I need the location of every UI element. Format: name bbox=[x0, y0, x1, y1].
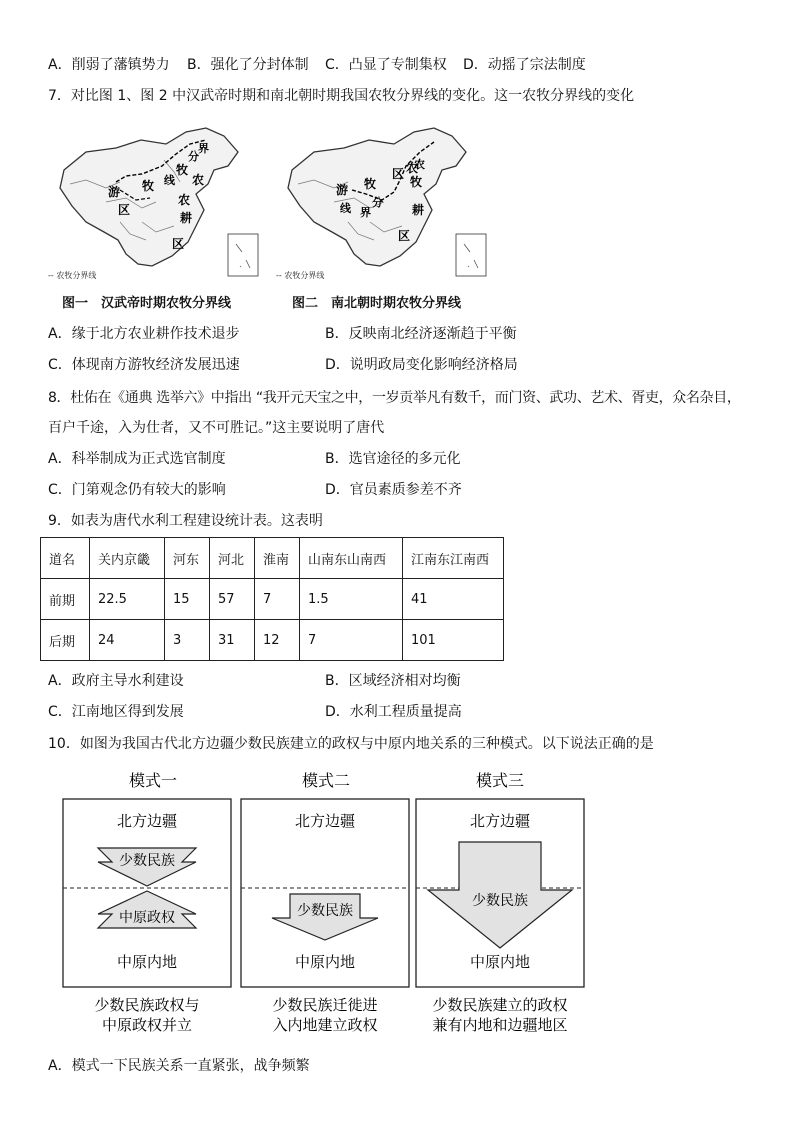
map1-label-xian: 线 bbox=[164, 174, 175, 187]
table-cell: 前期 bbox=[41, 579, 90, 620]
table-cell: 24 bbox=[90, 620, 165, 661]
q7-option-b: B．反映南北经济逐渐趋于平衡 bbox=[325, 326, 517, 342]
q10-option-a: A．模式一下民族关系一直紧张，战争频繁 bbox=[48, 1058, 310, 1074]
map2-label-geng: 耕 bbox=[412, 203, 425, 217]
map1-label-qu2: 区 bbox=[172, 237, 185, 251]
q9-option-c: C．江南地区得到发展 bbox=[48, 704, 184, 720]
map1-label-jie: 界 bbox=[198, 142, 209, 155]
mode3-caption-2: 兼有内地和边疆地区 bbox=[432, 1016, 568, 1034]
q6-option-b: B．强化了分封体制 bbox=[187, 57, 309, 73]
q9-option-a: A．政府主导水利建设 bbox=[48, 673, 184, 689]
map1-label-fen: 分 bbox=[188, 150, 199, 163]
table-header-row bbox=[41, 538, 504, 579]
table-header-cell: 淮南 bbox=[255, 538, 300, 579]
map2-caption: 图二 南北朝时期农牧分界线 bbox=[292, 296, 462, 311]
table-cell: 7 bbox=[300, 620, 403, 661]
map2-label-you: 游 bbox=[336, 183, 349, 197]
table-cell: 3 bbox=[165, 620, 210, 661]
map1-label-qu: 区 bbox=[118, 203, 131, 217]
q6-option-a: A．削弱了藩镇势力 bbox=[48, 57, 170, 73]
mode3-arrow-label: 少数民族 bbox=[472, 893, 528, 909]
q7-option-a: A．缘于北方农业耕作技术退步 bbox=[48, 326, 240, 342]
mode3-caption-1: 少数民族建立的政权 bbox=[432, 996, 568, 1014]
table-cell: 41 bbox=[403, 579, 504, 620]
mode1-top-label: 北方边疆 bbox=[116, 812, 178, 830]
map2-label-qu: 区 bbox=[392, 167, 405, 181]
table-header-cell: 道名 bbox=[41, 538, 90, 579]
map2-label-nong: 农 bbox=[406, 161, 419, 175]
mode2-caption-2: 入内地建立政权 bbox=[272, 1016, 378, 1034]
table-header-cell: 江南东江南西 bbox=[403, 538, 504, 579]
mode1-arrow-bottom-label: 中原政权 bbox=[119, 910, 175, 926]
table-cell: 31 bbox=[210, 620, 255, 661]
table-row bbox=[41, 579, 504, 620]
q8-option-c: C．门第观念仍有较大的影响 bbox=[48, 482, 226, 498]
table-cell: 1.5 bbox=[300, 579, 403, 620]
map1-label-you: 游 bbox=[108, 185, 121, 199]
map2-label-nong2: 农 bbox=[414, 158, 425, 171]
q7-option-d: D．说明政局变化影响经济格局 bbox=[325, 357, 518, 373]
map2-label-mu: 牧 bbox=[364, 177, 377, 191]
map1-label-geng: 耕 bbox=[180, 211, 193, 225]
mode3-top-label: 北方边疆 bbox=[469, 812, 531, 830]
q7-option-c: C．体现南方游牧经济发展迅速 bbox=[48, 357, 240, 373]
mode1-title: 模式一 bbox=[128, 771, 178, 790]
table-header-cell: 河东 bbox=[165, 538, 210, 579]
q7-stem: 7．对比图 1、图 2 中汉武帝时期和南北朝时期我国农牧分界线的变化。这一农牧分界线的变化 bbox=[48, 88, 635, 104]
q8-stem-line2: 百户千途，入为仕者，又不可胜记。”这主要说明了唐代 bbox=[48, 420, 385, 436]
map1-label-mu: 牧 bbox=[176, 163, 189, 177]
mode1-caption-1: 少数民族政权与 bbox=[94, 996, 200, 1014]
mode2-title: 模式二 bbox=[301, 771, 351, 790]
table-cell: 后期 bbox=[41, 620, 90, 661]
q9-stem: 9．如表为唐代水利工程建设统计表。这表明 bbox=[48, 513, 323, 529]
q10-stem: 10．如图为我国古代北方边疆少数民族建立的政权与中原内地关系的三种模式。以下说法正确的是 bbox=[48, 736, 654, 752]
table-cell: 101 bbox=[403, 620, 504, 661]
mode1-bottom-label: 中原内地 bbox=[116, 953, 178, 971]
map1-caption: 图一 汉武帝时期农牧分界线 bbox=[62, 296, 232, 311]
mode2-top-label: 北方边疆 bbox=[294, 812, 356, 830]
table-cell: 57 bbox=[210, 579, 255, 620]
mode3-bottom-label: 中原内地 bbox=[469, 953, 531, 971]
q8-stem-line1: 8．杜佑在《通典 选举六》中指出 “我开元天宝之中，一岁贡举凡有数千，而门资、武功、艺术、胥吏，众名杂目， bbox=[48, 390, 741, 406]
map2-label-qu2: 区 bbox=[398, 229, 411, 243]
q8-option-d: D．官员素质参差不齐 bbox=[325, 482, 462, 498]
q8-option-b: B．选官途径的多元化 bbox=[325, 451, 461, 467]
table-row bbox=[41, 620, 504, 661]
map-southern-northern-dynasties bbox=[274, 122, 498, 286]
table-cell: 7 bbox=[255, 579, 300, 620]
map1-label-nong: 农 bbox=[192, 173, 205, 187]
q9-option-b: B．区域经济相对均衡 bbox=[325, 673, 461, 689]
q6-option-c: C．凸显了专制集权 bbox=[325, 57, 447, 73]
q9-option-d: D．水利工程质量提高 bbox=[325, 704, 462, 720]
mode1-caption-2: 中原政权并立 bbox=[101, 1016, 193, 1034]
map1-legend: -- 农牧分界线 bbox=[48, 271, 97, 280]
ethnic-relation-modes-diagram bbox=[58, 764, 598, 1049]
q8-option-a: A．科举制成为正式选官制度 bbox=[48, 451, 226, 467]
table-cell: 22.5 bbox=[90, 579, 165, 620]
mode1-arrow-top-label: 少数民族 bbox=[119, 853, 175, 869]
mode3-title: 模式三 bbox=[475, 771, 525, 790]
table-cell: 15 bbox=[165, 579, 210, 620]
table-cell: 12 bbox=[255, 620, 300, 661]
map1-label-mu2: 牧 bbox=[142, 179, 155, 193]
table-header-cell: 河北 bbox=[210, 538, 255, 579]
map2-label-xian: 线 bbox=[340, 202, 351, 215]
water-project-table bbox=[40, 537, 504, 661]
map-han-dynasty bbox=[46, 122, 270, 286]
map2-label-fen: 分 bbox=[372, 196, 383, 209]
mode2-arrow-label: 少数民族 bbox=[297, 903, 353, 919]
mode2-caption-1: 少数民族迁徙进 bbox=[272, 996, 378, 1014]
table-header-cell: 关内京畿 bbox=[90, 538, 165, 579]
map2-legend: -- 农牧分界线 bbox=[276, 271, 325, 280]
map2-label-jie: 界 bbox=[360, 206, 371, 219]
table-header-cell: 山南东山南西 bbox=[300, 538, 403, 579]
q6-option-d: D．动摇了宗法制度 bbox=[463, 57, 586, 73]
map2-label-mu2: 牧 bbox=[410, 175, 423, 189]
mode2-bottom-label: 中原内地 bbox=[294, 953, 356, 971]
map1-label-nong2: 农 bbox=[178, 193, 191, 207]
